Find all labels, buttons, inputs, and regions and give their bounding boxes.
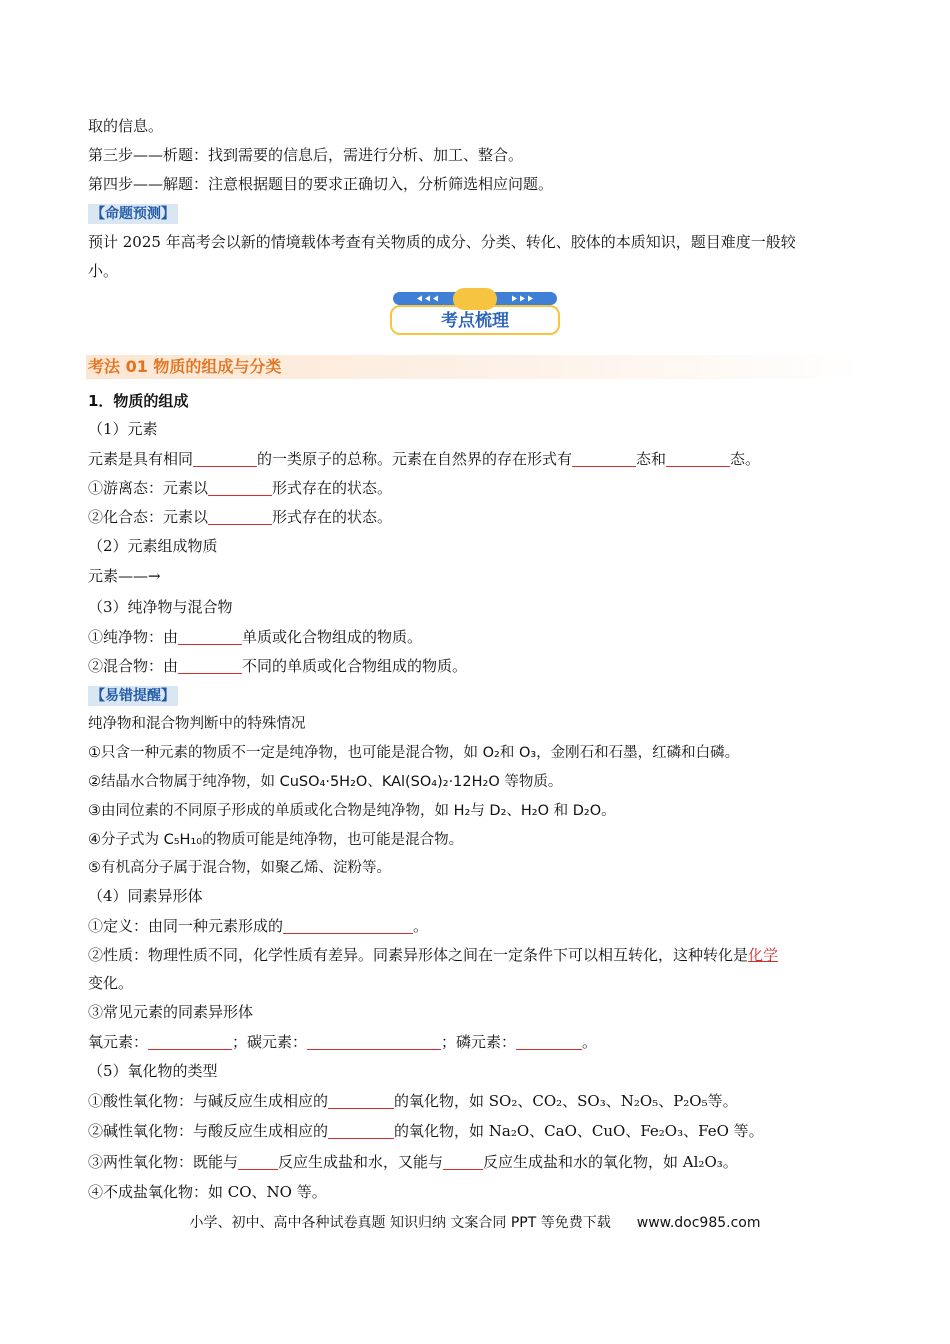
text-fragment: ；碳元素：	[232, 1033, 308, 1051]
kaodian-badge	[387, 288, 563, 336]
text-fragment: ③两性氧化物：既能与	[88, 1153, 239, 1171]
tip-item-3: ③由同位素的不同原子形成的单质或化合物是纯净物，如 H₂与 D₂、H₂O 和 D₂O。	[88, 803, 616, 819]
text-fragment: ①纯净物：由	[88, 628, 179, 646]
tip-item-2: ②结晶水合物属于纯净物，如 CuSO₄·5H₂O、KAl(SO₄)₂·12H₂O 等物质。	[88, 774, 563, 790]
section-header	[86, 355, 864, 379]
footer-url[interactable]: www.doc985.com	[636, 1215, 761, 1231]
sub-allotrope: （4）同素异形体	[88, 887, 203, 905]
sub-pure-mixture: （3）纯净物与混合物	[88, 598, 233, 616]
text-fragment: 的一类原子的总称。元素在自然界的存在形式有	[257, 450, 573, 468]
sub-element-compose: （2）元素组成物质	[88, 537, 218, 555]
answer-blank[interactable]	[178, 657, 242, 674]
answer-blank[interactable]	[443, 1153, 483, 1170]
mixture-line	[88, 656, 890, 676]
acid-oxide-line	[88, 1091, 890, 1111]
text-fragment: ；磷元素：	[441, 1033, 517, 1051]
common-allotropes: ③常见元素的同素异形体	[88, 1003, 254, 1021]
text-fragment: 态。	[730, 450, 761, 468]
text-fragment: ①定义：由同一种元素形成的	[88, 917, 284, 935]
answer-blank[interactable]	[283, 917, 413, 934]
text-fragment: 。	[582, 1033, 598, 1051]
amphoteric-oxide-line	[88, 1152, 890, 1172]
text-fragment: 形式存在的状态。	[272, 508, 393, 526]
text-fragment: ①酸性氧化物：与碱反应生成相应的	[88, 1092, 329, 1110]
answer-blank[interactable]	[193, 450, 257, 467]
answer-blank[interactable]	[307, 1033, 441, 1050]
text-fragment: ①游离态：元素以	[88, 479, 209, 497]
answer-blank[interactable]	[208, 508, 272, 525]
badge-label: 考点梳理	[441, 311, 509, 331]
tip-item-5: ⑤有机高分子属于混合物，如聚乙烯、淀粉等。	[88, 860, 391, 876]
predict-text-line-2: 小。	[88, 262, 119, 280]
text-fragment: 形式存在的状态。	[272, 479, 393, 497]
free-state-line	[88, 478, 890, 498]
tip-tag-line	[88, 685, 890, 706]
answer-blank[interactable]	[328, 1122, 394, 1139]
text-fragment: ②化合态：元素以	[88, 508, 209, 526]
predict-text-line: 预计 2025 年高考会以新的情境载体考查有关物质的成分、分类、转化、胶体的本质知识，题目难度一般较	[88, 233, 796, 251]
text-fragment: 态和	[636, 450, 667, 468]
step-four-line: 第四步——解题：注意根据题目的要求正确切入，分析筛选相应问题。	[88, 175, 554, 193]
predict-tag: 【命题预测】	[88, 204, 178, 224]
chemistry-link[interactable]: 化学	[748, 946, 779, 964]
allotrope-definition	[88, 916, 890, 936]
element-definition	[88, 449, 890, 469]
text-fragment: 单质或化合物组成的物质。	[242, 628, 423, 646]
allotrope-property	[88, 945, 890, 965]
text-fragment: ②碱性氧化物：与酸反应生成相应的	[88, 1122, 329, 1140]
answer-blank[interactable]	[328, 1092, 394, 1109]
page-footer	[0, 1213, 950, 1233]
answer-blank[interactable]	[208, 479, 272, 496]
tip-tag: 【易错提醒】	[88, 686, 178, 706]
footer-text: 小学、初中、高中各种试卷真题 知识归纳 文案合同 PPT 等免费下载	[189, 1215, 611, 1231]
answer-blank[interactable]	[666, 450, 730, 467]
text-line: 取的信息。	[88, 117, 164, 135]
sub-element: （1）元素	[88, 420, 158, 438]
text-fragment: 元素是具有相同	[88, 450, 194, 468]
text-fragment: 反应生成盐和水，又能与	[278, 1153, 444, 1171]
text-fragment: ②性质：物理性质不同，化学性质有差异。同素异形体之间在一定条件下可以相互转化，这种转化是	[88, 946, 749, 964]
step-three-line: 第三步——析题：找到需要的信息后，需进行分析、加工、整合。	[88, 146, 524, 164]
answer-blank[interactable]	[178, 628, 242, 645]
heading-composition: 1．物质的组成	[88, 392, 189, 410]
base-oxide-line	[88, 1121, 890, 1141]
answer-blank[interactable]	[516, 1033, 582, 1050]
text-fragment: 不同的单质或化合物组成的物质。	[242, 657, 468, 675]
pure-line	[88, 627, 890, 647]
text-fragment: ②混合物：由	[88, 657, 179, 675]
non-salt-oxide-line: ④不成盐氧化物：如 CO、NO 等。	[88, 1183, 327, 1201]
tip-intro: 纯净物和混合物判断中的特殊情况	[88, 716, 306, 732]
text-fragment: 的氧化物，如 SO₂、CO₂、SO₃、N₂O₅、P₂O₅等。	[394, 1092, 738, 1110]
tip-item-4: ④分子式为 C₅H₁₀的物质可能是纯净物，也可能是混合物。	[88, 832, 464, 848]
sub-oxide-types: （5）氧化物的类型	[88, 1062, 218, 1080]
predict-tag-line	[88, 203, 890, 224]
tip-item-1: ①只含一种元素的物质不一定是纯净物，也可能是混合物，如 O₂和 O₃，金刚石和石墨，红磷和白磷。	[88, 745, 740, 761]
answer-blank[interactable]	[572, 450, 636, 467]
allotrope-elements-line	[88, 1032, 890, 1052]
answer-blank[interactable]	[238, 1153, 278, 1170]
element-arrow-line: 元素——→	[88, 567, 161, 585]
section-title: 考法 01 物质的组成与分类	[88, 357, 282, 376]
allotrope-property-cont: 变化。	[88, 974, 134, 992]
answer-blank[interactable]	[148, 1033, 232, 1050]
text-fragment: 氧元素：	[88, 1033, 149, 1051]
text-fragment: 。	[413, 917, 429, 935]
combined-state-line	[88, 507, 890, 527]
text-fragment: 反应生成盐和水的氧化物，如 Al₂O₃。	[483, 1153, 738, 1171]
text-fragment: 的氧化物，如 Na₂O、CaO、CuO、Fe₂O₃、FeO 等。	[394, 1122, 764, 1140]
